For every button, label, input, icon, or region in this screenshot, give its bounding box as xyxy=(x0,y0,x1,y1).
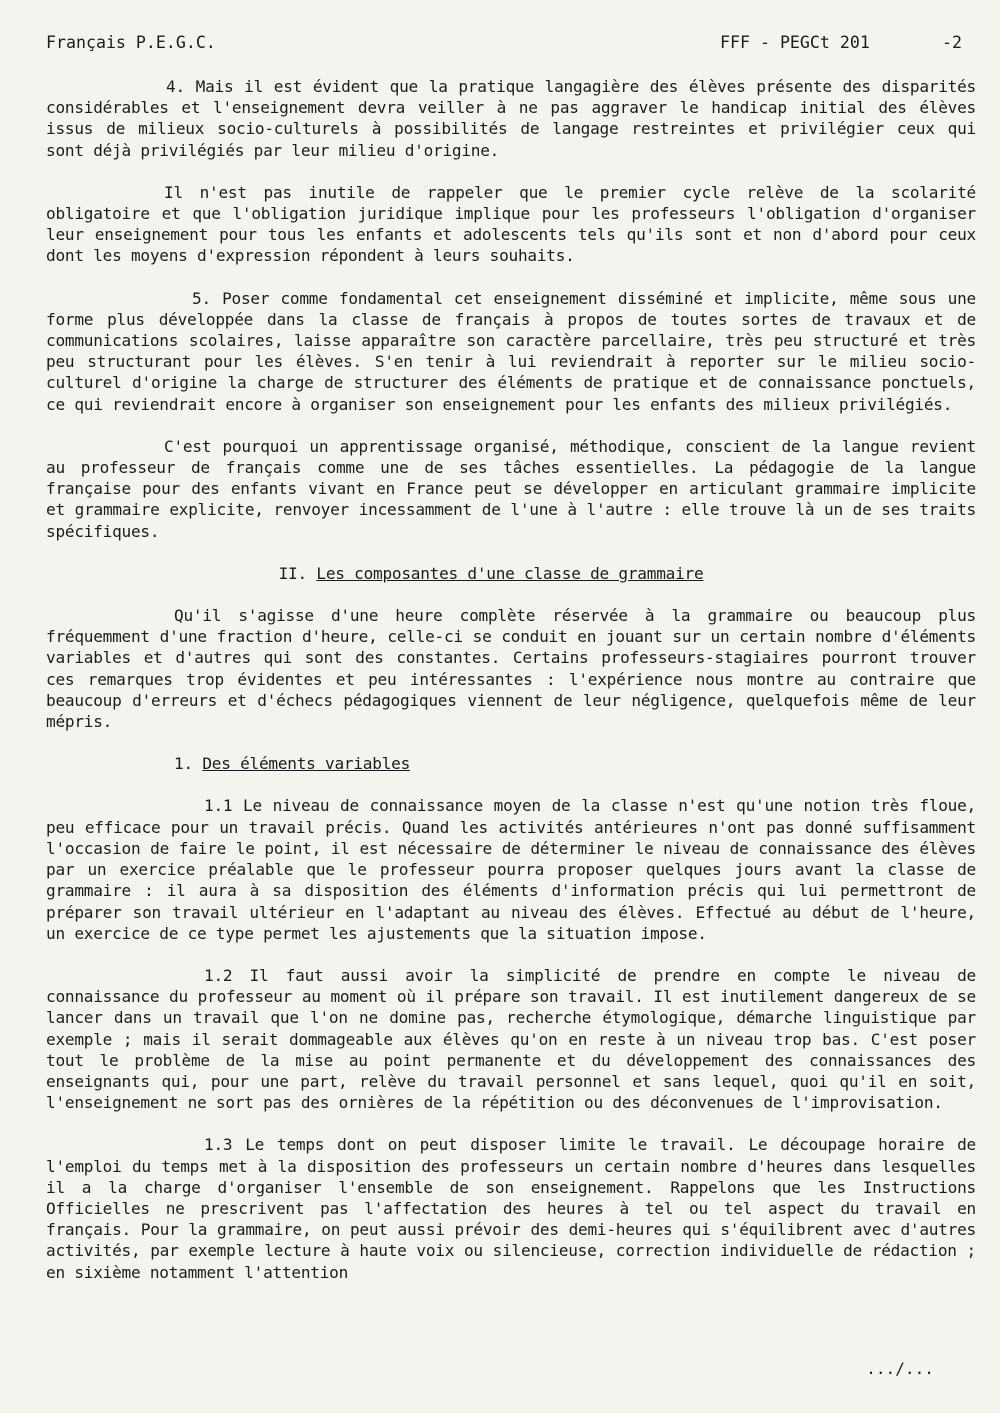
header-course: Français P.E.G.C. xyxy=(46,33,216,52)
header-reference: FFF - PEGCt 201 xyxy=(720,33,870,52)
paragraph-1-1: 1.1 Le niveau de connaissance moyen de la classe n'est qu'une notion très floue, peu efficace pour un travail précis. Quand les activités antérieures n'ont pas donné suffisamment l'occasion de faire le point, il est nécessaire de déterminer le niveau de connaissance des élèves par un exercice préalable que le professeur pourra proposer quelques jours avant la classe de grammaire : il aura à sa disposition des éléments d'information précis qui lui permettront de préparer son travail ultérieur en l'adaptant au niveau des élèves. Effectué au début de l'heure, un exercice de ce type permet les ajustements que la situation impose. xyxy=(46,796,976,943)
paragraph-1-3: 1.3 Le temps dont on peut disposer limite le travail. Le découpage horaire de l'emploi du temps met à la disposition des professeurs un certain nombre d'heures dans lesquelles il a la charge d'organiser l'ensemble de son enseignement. Rappelons que les Instructions Officielles ne prescrivent pas l'affectation des heures à tel ou tel aspect du travail en français. Pour la grammaire, on peut aussi prévoir des demi-heures qui s'équilibrent avec d'autres activités, par exemple lecture à haute voix ou silencieuse, correction individuelle de rédaction ; en sixième notamment l'attention xyxy=(46,1135,976,1282)
paragraph-obligation: Il n'est pas inutile de rappeler que le premier cycle relève de la scolarité obligatoire et que l'obligation juridique implique pour les professeurs l'obligation d'organiser leur enseignement pour tous les enfants et adolescents tels qu'ils sont et non d'abord pour ceux dont les moyens d'expression répondent à leurs souhaits. xyxy=(46,182,976,266)
paragraph-1-2: 1.2 Il faut aussi avoir la simplicité de prendre en compte le niveau de connaissance du professeur au moment où il prépare son travail. Il est inutilement dangereux de se lancer dans un travail que l'on ne domine pas, recherche étymologique, démarche linguistique par exemple ; mais il serait dommageable aux élèves qu'on en reste à un niveau trop bas. C'est poser tout le problème de la mise au point permanente et du développement des connaissances des enseignants qui, pour une part, relève du travail personnel et sans lequel, quoi qu'il en soit, l'enseignement ne sort pas des ornières de la répétition ou des déconvenues de l'improvisation. xyxy=(46,965,976,1113)
continuation-mark: .../... xyxy=(866,1359,934,1378)
paragraph-4: 4. Mais il est évident que la pratique langagière des élèves présente des disparités considérables et l'enseignement devra veiller à ne pas aggraver le handicap initial des élèves issus de milieux socio-culturels à possibilités de langage restreintes et privilégier ceux qui sont déjà privilégiés par leur milieu d'origine. xyxy=(46,77,976,160)
section-title: Les composantes d'une classe de grammaire xyxy=(316,563,704,583)
subsection-title: Des éléments variables xyxy=(202,754,411,774)
document-body xyxy=(46,76,976,1304)
paragraph-heure: Qu'il s'agisse d'une heure complète réservée à la grammaire ou beaucoup plus fréquemment d'une fraction d'heure, celle-ci se conduit en jouant sur un certain nombre d'éléments variables et d'autres qui sont des constantes. Certains professeurs-stagiaires pourront trouver ces remarques trop évidentes et peu intéressantes : l'expérience nous montre au contraire que beaucoup d'erreurs et d'échecs pédagogiques viennent de leur négligence, quelquefois même de leur mépris. xyxy=(46,606,976,732)
page-number: -2 xyxy=(942,33,962,52)
subsection-heading xyxy=(46,753,976,774)
section-number: II. xyxy=(278,563,307,583)
paragraph-5: 5. Poser comme fondamental cet enseignement disséminé et implicite, même sous une forme plus développée dans la classe de français à propos de toutes sortes de travaux et de communications scolaires, laisse apparaître son caractère parcellaire, très peu structuré et très peu structurant pour les élèves. S'en tenir à lui reviendrait à reporter sur le milieu socio-culturel d'origine la charge de structurer des éléments de pratique et de connaissance ponctuels, ce qui reviendrait encore à organiser son enseignement pour les enfants des milieux privilégiés. xyxy=(46,288,976,414)
section-heading xyxy=(46,563,976,584)
paragraph-pourquoi: C'est pourquoi un apprentissage organisé, méthodique, conscient de la langue revient au professeur de français comme une de ses tâches essentielles. La pédagogie de la langue française pour des enfants vivant en France peut se développer en articulant grammaire implicite et grammaire explicite, renvoyer incessamment de l'une à l'autre : elle trouve là un de ses traits spécifiques. xyxy=(46,436,976,541)
page-header xyxy=(46,33,962,53)
subsection-number: 1. xyxy=(174,754,193,774)
